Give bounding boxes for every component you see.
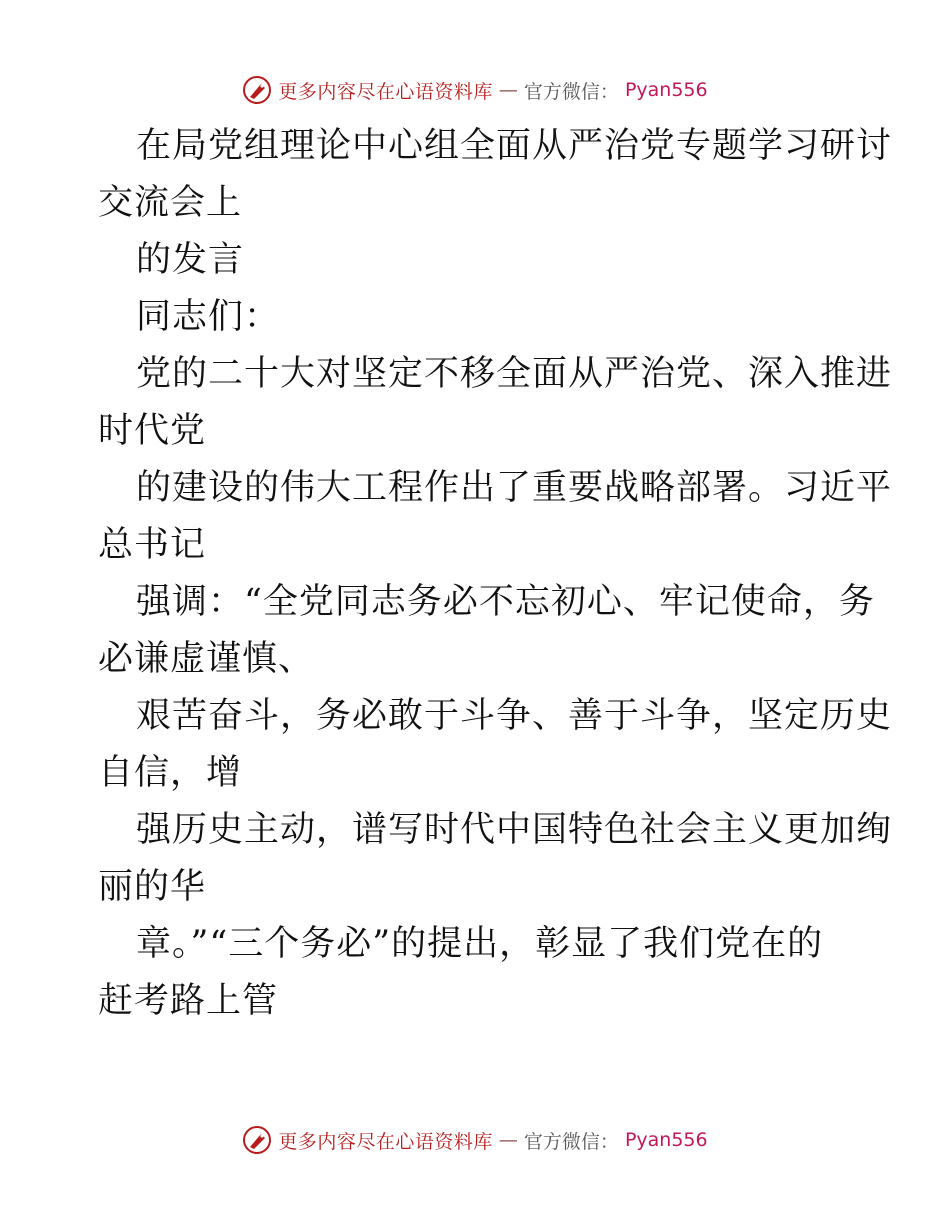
text-line: 同志们： bbox=[136, 297, 281, 337]
watermark-official-label: 官方微信： bbox=[523, 1130, 619, 1153]
footer-watermark bbox=[0, 1120, 950, 1160]
document-body bbox=[98, 118, 893, 1030]
text-line: 强调：“全党同志务必不忘初心、牢记使命，务 bbox=[136, 582, 875, 622]
text-line: 自信，增 bbox=[98, 753, 243, 793]
header-watermark bbox=[0, 70, 950, 110]
watermark-separator: — bbox=[498, 79, 518, 101]
pen-nib-logo-icon bbox=[242, 1125, 272, 1155]
watermark-wechat-id: Pyan556 bbox=[624, 79, 708, 101]
pen-nib-logo-icon bbox=[242, 75, 272, 105]
text-line: 时代党 bbox=[98, 411, 207, 451]
text-line: 交流会上 bbox=[98, 183, 243, 223]
text-line: 总书记 bbox=[98, 525, 207, 565]
text-line: 强历史主动，谱写时代中国特色社会主义更加绚 bbox=[136, 810, 893, 850]
text-line: 艰苦奋斗，务必敢于斗争、善于斗争，坚定历史 bbox=[136, 696, 893, 736]
text-line: 必谦虚谨慎、 bbox=[98, 639, 315, 679]
watermark-text: 更多内容尽在心语资料库 bbox=[278, 80, 493, 103]
watermark-separator: — bbox=[498, 1129, 518, 1151]
text-line: 的发言 bbox=[136, 240, 245, 280]
text-line: 丽的华 bbox=[98, 867, 207, 907]
watermark-wechat-id: Pyan556 bbox=[624, 1129, 708, 1151]
watermark-text: 更多内容尽在心语资料库 bbox=[278, 1130, 493, 1153]
text-line: 赶考路上管 bbox=[98, 981, 279, 1021]
text-line: 章。”“三个务必”的提出，彰显了我们党在的 bbox=[136, 924, 824, 964]
watermark-official-label: 官方微信： bbox=[523, 80, 619, 103]
text-line: 在局党组理论中心组全面从严治党专题学习研讨 bbox=[136, 126, 893, 166]
text-line: 党的二十大对坚定不移全面从严治党、深入推进 bbox=[136, 354, 893, 394]
text-line: 的建设的伟大工程作出了重要战略部署。习近平 bbox=[136, 468, 893, 508]
